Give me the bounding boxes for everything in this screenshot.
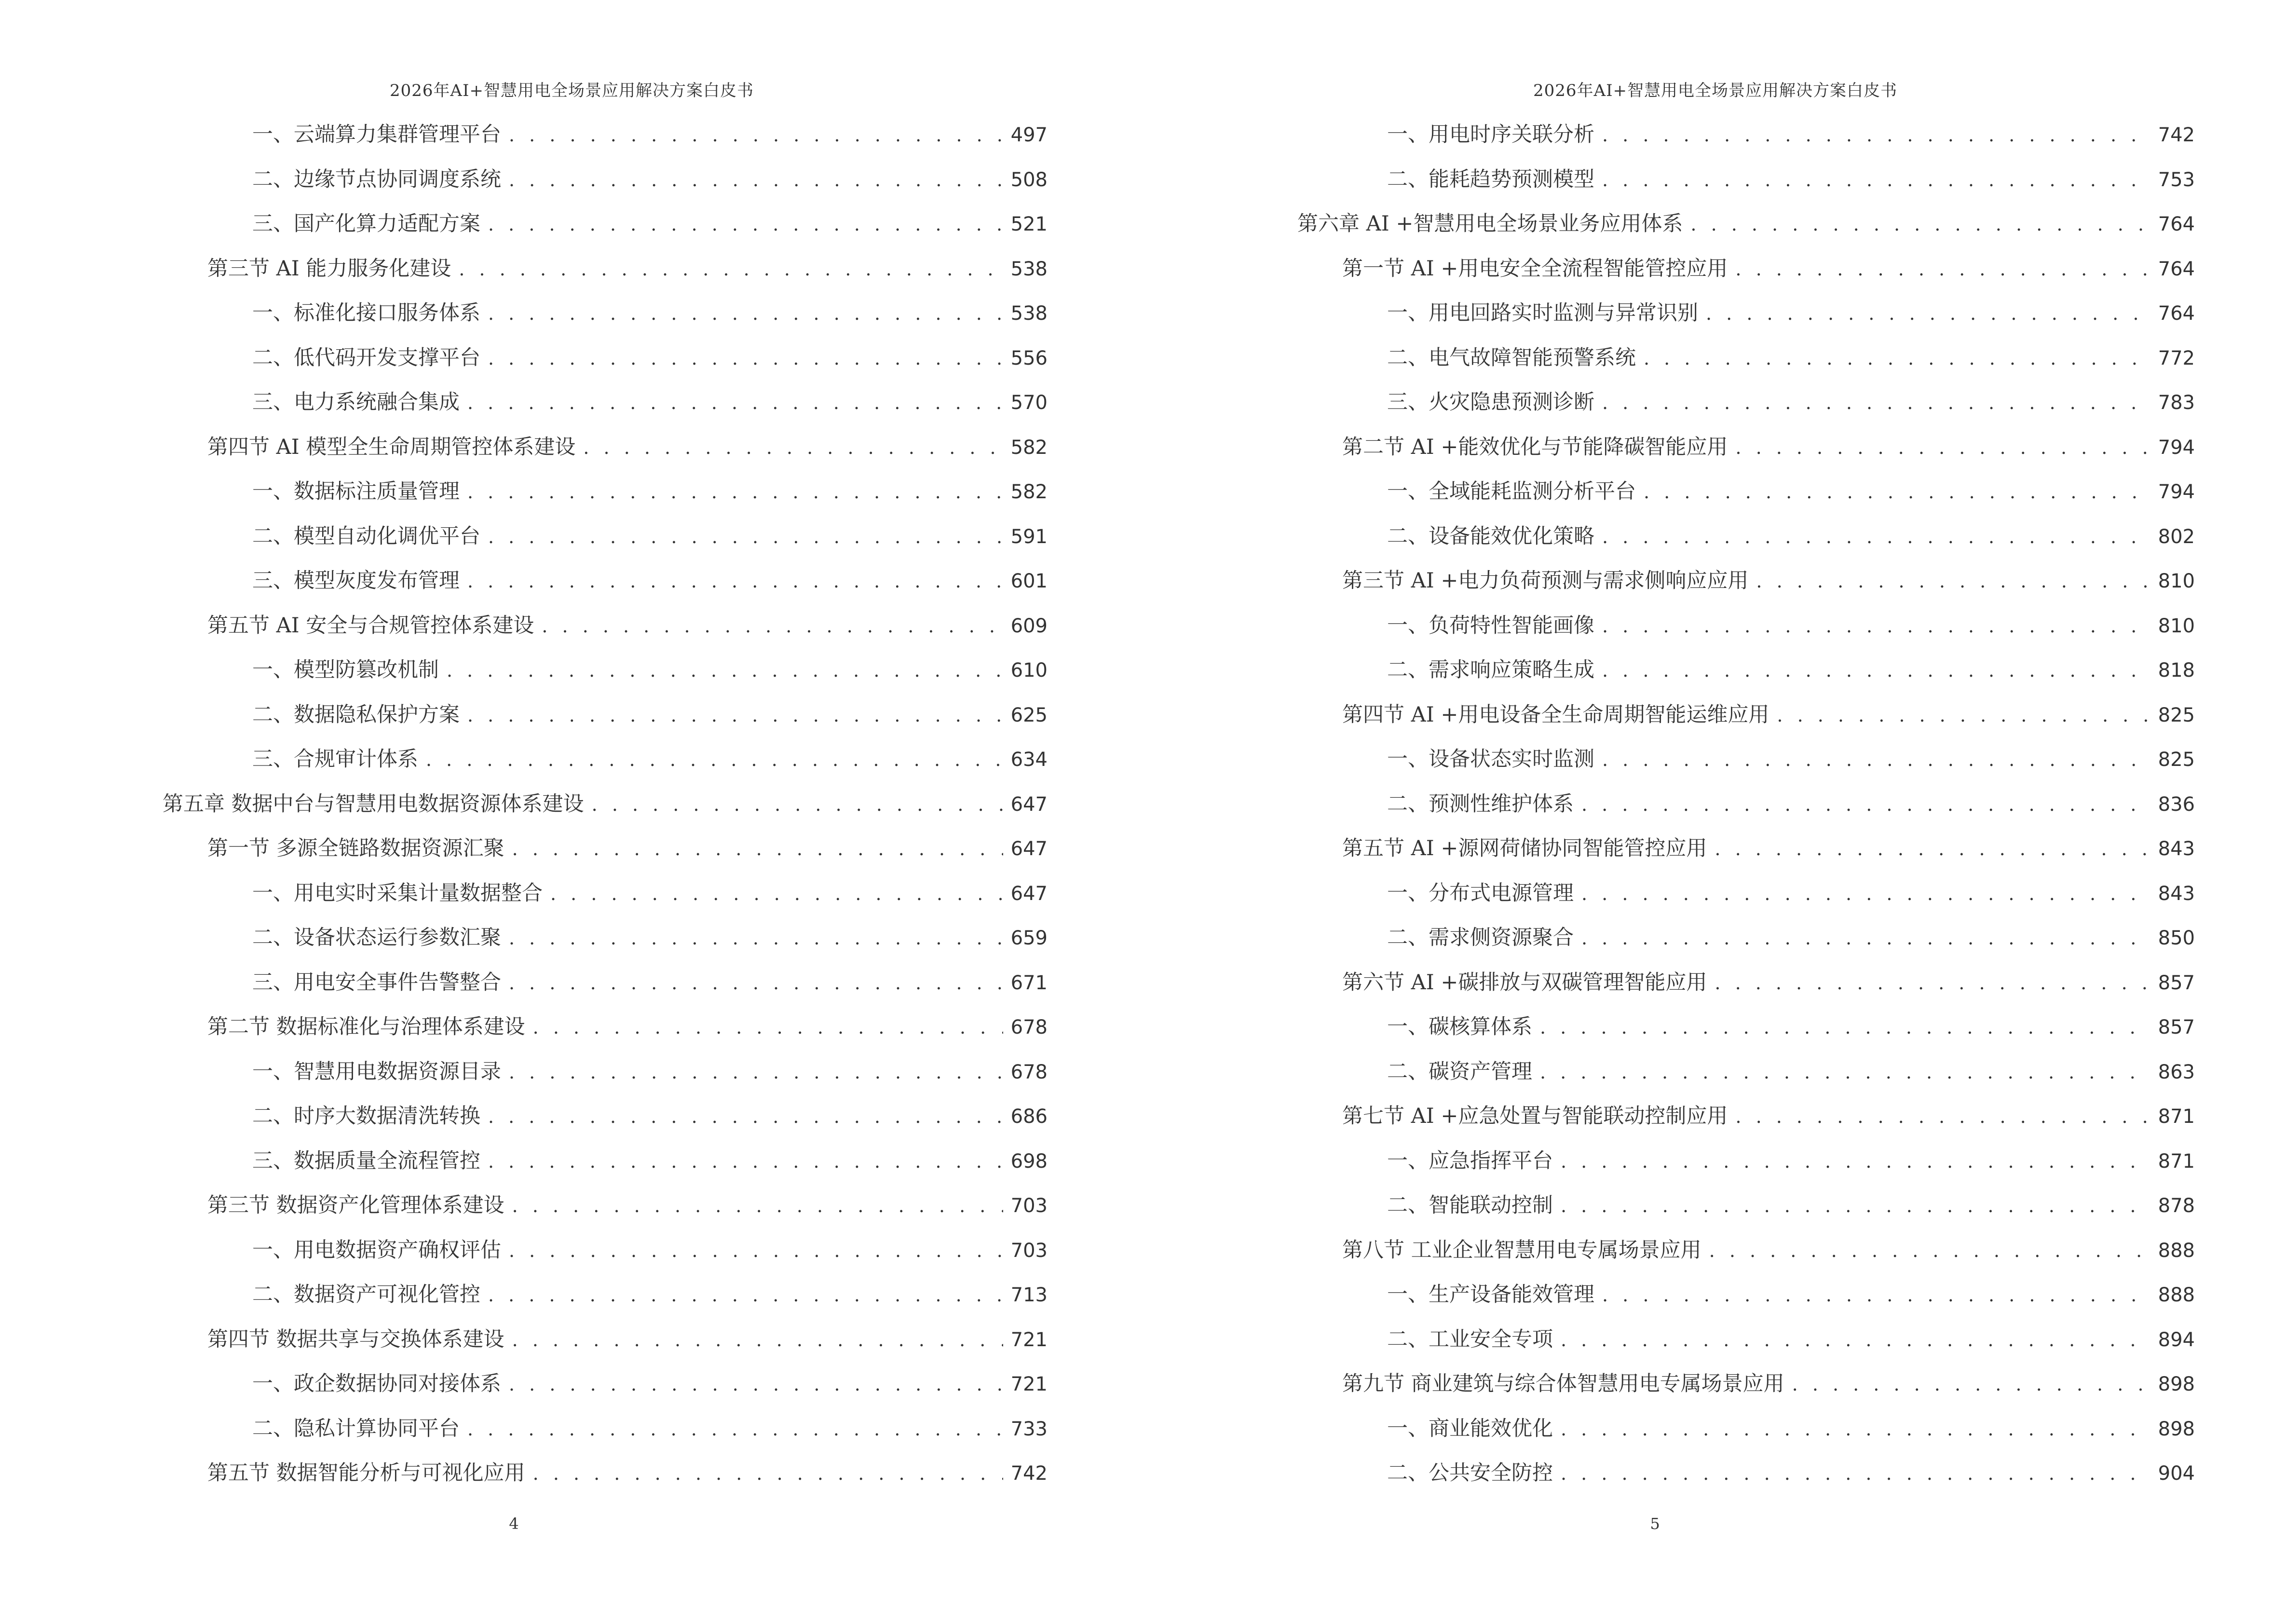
- toc-dot-leader: [1735, 425, 2150, 470]
- toc-dot-leader: [1561, 1451, 2151, 1496]
- toc-dot-leader: [1602, 604, 2151, 649]
- toc-entry-page: 810: [2158, 614, 2195, 637]
- toc-entry-title: 一、智慧用电数据资源目录: [252, 1059, 501, 1084]
- toc-dot-leader: [1540, 1050, 2151, 1095]
- toc-entry-title: 二、设备能效优化策略: [1387, 524, 1594, 548]
- toc-subsection-entry[interactable]: [1297, 782, 2195, 827]
- toc-entry-title: 第五节 数据智能分析与可视化应用: [207, 1461, 525, 1485]
- toc-subsection-entry[interactable]: [1297, 112, 2195, 157]
- toc-chapter-entry[interactable]: [1297, 202, 2195, 246]
- toc-subsection-entry[interactable]: [1297, 336, 2195, 381]
- toc-dot-leader: [1602, 648, 2151, 693]
- toc-entry-title: 第四节 数据共享与交换体系建设: [207, 1327, 504, 1351]
- toc-entry-page: 894: [2158, 1328, 2195, 1351]
- toc-dot-leader: [1715, 961, 2150, 1006]
- toc-list: [163, 112, 1048, 1496]
- toc-entry-page: 857: [2158, 1016, 2195, 1038]
- toc-entry-title: 第四节 AI +用电设备全生命周期智能运维应用: [1342, 702, 1770, 727]
- toc-entry-title: 第一节 多源全链路数据资源汇聚: [207, 836, 504, 860]
- toc-entry-title: 三、用电安全事件告警整合: [252, 970, 501, 995]
- toc-entry-page: 871: [2158, 1150, 2195, 1173]
- toc-section-entry[interactable]: [1297, 960, 2195, 1005]
- toc-entry-page: 647: [1010, 882, 1048, 905]
- toc-section-entry[interactable]: [163, 1005, 1048, 1050]
- toc-dot-leader: [1581, 916, 2151, 961]
- toc-dot-leader: [1735, 1094, 2150, 1139]
- toc-entry-page: 850: [2158, 927, 2195, 949]
- toc-subsection-entry[interactable]: [1297, 603, 2195, 648]
- toc-entry-page: 659: [1010, 927, 1048, 949]
- toc-subsection-entry[interactable]: [163, 380, 1048, 425]
- toc-subsection-entry[interactable]: [163, 737, 1048, 782]
- toc-entry-page: 698: [1010, 1150, 1048, 1173]
- toc-subsection-entry[interactable]: [163, 1228, 1048, 1273]
- toc-entry-title: 一、模型防篡改机制: [252, 658, 439, 682]
- toc-dot-leader: [512, 1184, 1003, 1228]
- toc-dot-leader: [488, 1273, 1003, 1318]
- toc-entry-page: 721: [1010, 1373, 1048, 1395]
- toc-entry-title: 二、碳资产管理: [1387, 1059, 1532, 1084]
- toc-dot-leader: [488, 1094, 1003, 1139]
- toc-section-entry[interactable]: [163, 826, 1048, 871]
- toc-dot-leader: [467, 381, 1003, 425]
- toc-section-entry[interactable]: [163, 1183, 1048, 1228]
- toc-dot-leader: [1690, 202, 2150, 247]
- toc-entry-page: 610: [1010, 659, 1048, 682]
- toc-entry-title: 一、分布式电源管理: [1387, 881, 1574, 905]
- toc-list: [1297, 112, 2195, 1496]
- toc-dot-leader: [459, 247, 1003, 292]
- toc-dot-leader: [467, 1407, 1003, 1452]
- toc-section-entry[interactable]: [1297, 246, 2195, 291]
- toc-entry-page: 898: [2158, 1373, 2195, 1395]
- toc-entry-title: 二、隐私计算协同平台: [252, 1416, 460, 1441]
- toc-entry-title: 一、用电数据资产确权评估: [252, 1238, 501, 1262]
- toc-entry-page: 836: [2158, 793, 2195, 816]
- toc-dot-leader: [1756, 559, 2150, 604]
- toc-dot-leader: [509, 113, 1003, 158]
- toc-entry-title: 三、模型灰度发布管理: [252, 569, 460, 593]
- toc-entry-title: 第八节 工业企业智慧用电专属场景应用: [1342, 1238, 1702, 1262]
- toc-entry-page: 671: [1010, 971, 1048, 994]
- toc-dot-leader: [488, 515, 1003, 560]
- toc-dot-leader: [1581, 782, 2151, 827]
- toc-subsection-entry[interactable]: [163, 514, 1048, 559]
- toc-entry-title: 三、电力系统融合集成: [252, 390, 460, 414]
- toc-subsection-entry[interactable]: [1297, 1317, 2195, 1362]
- toc-entry-title: 第二节 AI +能效优化与节能降碳智能应用: [1342, 435, 1728, 459]
- toc-entry-title: 第一节 AI +用电安全全流程智能管控应用: [1342, 256, 1728, 281]
- toc-entry-page: 794: [2158, 481, 2195, 503]
- toc-subsection-entry[interactable]: [163, 157, 1048, 202]
- toc-entry-page: 802: [2158, 525, 2195, 548]
- toc-entry-title: 第三节 数据资产化管理体系建设: [207, 1193, 504, 1217]
- toc-entry-title: 第四节 AI 模型全生命周期管控体系建设: [207, 435, 576, 459]
- toc-entry-title: 一、设备状态实时监测: [1387, 747, 1594, 771]
- toc-dot-leader: [1715, 827, 2150, 872]
- toc-dot-leader: [1602, 737, 2151, 782]
- toc-section-entry[interactable]: [1297, 826, 2195, 871]
- toc-dot-leader: [1602, 158, 2151, 203]
- toc-entry-page: 783: [2158, 392, 2195, 414]
- toc-dot-leader: [592, 782, 1003, 827]
- toc-subsection-entry[interactable]: [163, 1094, 1048, 1139]
- toc-subsection-entry[interactable]: [1297, 915, 2195, 960]
- toc-entry-page: 521: [1010, 213, 1048, 235]
- toc-entry-title: 二、设备状态运行参数汇聚: [252, 926, 501, 950]
- toc-dot-leader: [1602, 113, 2151, 158]
- toc-subsection-entry[interactable]: [163, 1406, 1048, 1451]
- toc-entry-title: 一、数据标注质量管理: [252, 479, 460, 504]
- toc-entry-title: 二、公共安全防控: [1387, 1461, 1553, 1485]
- toc-section-entry[interactable]: [163, 1317, 1048, 1362]
- page-number: 4: [509, 1515, 519, 1533]
- toc-entry-page: 538: [1010, 302, 1048, 325]
- toc-entry-title: 第六章 AI +智慧用电全场景业务应用体系: [1297, 212, 1683, 236]
- toc-dot-leader: [512, 1318, 1003, 1363]
- toc-subsection-entry[interactable]: [1297, 1005, 2195, 1050]
- toc-entry-title: 三、数据质量全流程管控: [252, 1148, 480, 1173]
- toc-entry-title: 第五章 数据中台与智慧用电数据资源体系建设: [163, 792, 584, 816]
- toc-section-entry[interactable]: [163, 603, 1048, 648]
- toc-entry-title: 三、合规审计体系: [252, 747, 418, 771]
- toc-dot-leader: [1792, 1362, 2151, 1407]
- toc-section-entry[interactable]: [163, 1451, 1048, 1496]
- toc-dot-leader: [512, 827, 1003, 872]
- toc-subsection-entry[interactable]: [163, 871, 1048, 916]
- toc-entry-page: 538: [1010, 258, 1048, 280]
- toc-entry-title: 三、国产化算力适配方案: [252, 212, 480, 236]
- toc-dot-leader: [583, 425, 1003, 470]
- toc-dot-leader: [509, 916, 1003, 961]
- toc-entry-page: 497: [1010, 124, 1048, 146]
- toc-dot-leader: [1706, 291, 2151, 336]
- toc-subsection-entry[interactable]: [1297, 291, 2195, 336]
- toc-subsection-entry[interactable]: [163, 1139, 1048, 1184]
- toc-entry-title: 一、应急指挥平台: [1387, 1148, 1553, 1173]
- toc-entry-page: 582: [1010, 481, 1048, 503]
- toc-subsection-entry[interactable]: [1297, 469, 2195, 514]
- toc-section-entry[interactable]: [163, 425, 1048, 470]
- toc-dot-leader: [1777, 693, 2150, 738]
- toc-entry-page: 647: [1010, 793, 1048, 816]
- toc-subsection-entry[interactable]: [163, 693, 1048, 737]
- toc-dot-leader: [467, 470, 1003, 515]
- toc-dot-leader: [533, 1451, 1003, 1496]
- toc-section-entry[interactable]: [163, 246, 1048, 291]
- toc-subsection-entry[interactable]: [1297, 737, 2195, 782]
- toc-dot-leader: [509, 1228, 1003, 1273]
- toc-entry-page: 686: [1010, 1105, 1048, 1128]
- toc-subsection-entry[interactable]: [1297, 1139, 2195, 1184]
- toc-entry-page: 764: [2158, 258, 2195, 280]
- toc-entry-page: 570: [1010, 392, 1048, 414]
- toc-entry-page: 742: [2158, 124, 2195, 146]
- toc-entry-page: 863: [2158, 1061, 2195, 1083]
- toc-entry-title: 二、数据隐私保护方案: [252, 702, 460, 727]
- toc-subsection-entry[interactable]: [1297, 157, 2195, 202]
- toc-entry-title: 二、需求响应策略生成: [1387, 658, 1594, 682]
- toc-dot-leader: [1561, 1139, 2151, 1184]
- toc-entry-title: 第五节 AI +源网荷储协同智能管控应用: [1342, 836, 1707, 860]
- toc-entry-title: 第七节 AI +应急处置与智能联动控制应用: [1342, 1104, 1728, 1128]
- toc-entry-title: 第三节 AI +电力负荷预测与需求侧响应应用: [1342, 569, 1749, 593]
- toc-dot-leader: [550, 872, 1003, 916]
- toc-subsection-entry[interactable]: [163, 469, 1048, 514]
- toc-dot-leader: [1709, 1228, 2151, 1273]
- toc-subsection-entry[interactable]: [163, 1362, 1048, 1406]
- toc-entry-page: 609: [1010, 614, 1048, 637]
- toc-entry-page: 871: [2158, 1105, 2195, 1128]
- toc-subsection-entry[interactable]: [1297, 871, 2195, 916]
- running-header: 2026年AI+智慧用电全场景应用解决方案白皮书: [1533, 81, 1897, 100]
- toc-subsection-entry[interactable]: [1297, 1451, 2195, 1496]
- page-number: 5: [1650, 1515, 1660, 1533]
- toc-dot-leader: [1735, 247, 2150, 292]
- toc-section-entry[interactable]: [1297, 1362, 2195, 1406]
- toc-entry-page: 601: [1010, 570, 1048, 592]
- toc-entry-title: 一、全域能耗监测分析平台: [1387, 479, 1636, 504]
- toc-entry-title: 一、标准化接口服务体系: [252, 301, 480, 325]
- toc-subsection-entry[interactable]: [1297, 1183, 2195, 1228]
- toc-entry-page: 825: [2158, 704, 2195, 726]
- toc-entry-title: 第六节 AI +碳排放与双碳管理智能应用: [1342, 970, 1707, 995]
- toc-entry-title: 一、负荷特性智能画像: [1387, 613, 1594, 638]
- toc-dot-leader: [426, 737, 1003, 782]
- toc-entry-title: 二、工业安全专项: [1387, 1327, 1553, 1351]
- toc-entry-page: 898: [2158, 1418, 2195, 1440]
- toc-entry-title: 二、智能联动控制: [1387, 1193, 1553, 1217]
- toc-entry-title: 第二节 数据标准化与治理体系建设: [207, 1015, 525, 1039]
- toc-subsection-entry[interactable]: [1297, 514, 2195, 559]
- toc-entry-page: 810: [2158, 570, 2195, 592]
- toc-subsection-entry[interactable]: [1297, 380, 2195, 425]
- toc-entry-title: 二、电气故障智能预警系统: [1387, 345, 1636, 370]
- toc-entry-page: 772: [2158, 347, 2195, 369]
- toc-subsection-entry[interactable]: [163, 202, 1048, 246]
- toc-dot-leader: [1644, 336, 2151, 381]
- toc-section-entry[interactable]: [1297, 559, 2195, 603]
- toc-entry-page: 742: [1010, 1462, 1048, 1485]
- toc-entry-title: 一、用电实时采集计量数据整合: [252, 881, 543, 905]
- toc-dot-leader: [1561, 1184, 2151, 1228]
- toc-dot-leader: [467, 693, 1003, 738]
- toc-dot-leader: [447, 648, 1003, 693]
- toc-entry-page: 888: [2158, 1284, 2195, 1306]
- toc-entry-page: 678: [1010, 1016, 1048, 1038]
- toc-entry-page: 857: [2158, 971, 2195, 994]
- toc-entry-page: 678: [1010, 1061, 1048, 1083]
- toc-subsection-entry[interactable]: [1297, 1406, 2195, 1451]
- toc-page-right: [1144, 0, 2287, 1624]
- toc-subsection-entry[interactable]: [163, 1050, 1048, 1094]
- toc-entry-page: 703: [1010, 1239, 1048, 1262]
- toc-entry-page: 825: [2158, 749, 2195, 771]
- toc-entry-title: 一、用电时序关联分析: [1387, 123, 1594, 147]
- toc-entry-page: 591: [1010, 525, 1048, 548]
- toc-subsection-entry[interactable]: [163, 559, 1048, 603]
- toc-entry-page: 904: [2158, 1462, 2195, 1485]
- toc-dot-leader: [1644, 470, 2151, 515]
- toc-entry-title: 第五节 AI 安全与合规管控体系建设: [207, 613, 534, 638]
- toc-entry-page: 878: [2158, 1195, 2195, 1217]
- toc-dot-leader: [1581, 872, 2151, 916]
- toc-entry-page: 794: [2158, 436, 2195, 459]
- toc-subsection-entry[interactable]: [163, 1272, 1048, 1317]
- toc-entry-title: 三、火灾隐患预测诊断: [1387, 390, 1594, 414]
- toc-entry-title: 二、需求侧资源聚合: [1387, 926, 1574, 950]
- toc-subsection-entry[interactable]: [1297, 1050, 2195, 1094]
- toc-entry-title: 二、预测性维护体系: [1387, 792, 1574, 816]
- toc-entry-page: 733: [1010, 1418, 1048, 1440]
- toc-entry-page: 721: [1010, 1328, 1048, 1351]
- toc-section-entry[interactable]: [1297, 1228, 2195, 1273]
- toc-entry-page: 713: [1010, 1284, 1048, 1306]
- toc-dot-leader: [1602, 381, 2151, 425]
- toc-entry-title: 一、云端算力集群管理平台: [252, 123, 501, 147]
- toc-entry-page: 753: [2158, 168, 2195, 191]
- toc-entry-page: 647: [1010, 838, 1048, 860]
- toc-entry-page: 843: [2158, 838, 2195, 860]
- toc-entry-page: 764: [2158, 302, 2195, 325]
- toc-subsection-entry[interactable]: [163, 336, 1048, 381]
- running-header: 2026年AI+智慧用电全场景应用解决方案白皮书: [390, 81, 754, 100]
- toc-entry-title: 一、商业能效优化: [1387, 1416, 1553, 1441]
- toc-entry-page: 556: [1010, 347, 1048, 369]
- toc-dot-leader: [488, 1139, 1003, 1184]
- toc-section-entry[interactable]: [1297, 425, 2195, 470]
- toc-section-entry[interactable]: [1297, 693, 2195, 737]
- toc-entry-title: 二、模型自动化调优平台: [252, 524, 480, 548]
- toc-entry-page: 703: [1010, 1195, 1048, 1217]
- toc-subsection-entry[interactable]: [163, 648, 1048, 693]
- toc-entry-page: 625: [1010, 704, 1048, 726]
- toc-subsection-entry[interactable]: [1297, 1272, 2195, 1317]
- toc-subsection-entry[interactable]: [163, 112, 1048, 157]
- toc-entry-title: 一、用电回路实时监测与异常识别: [1387, 301, 1698, 325]
- toc-subsection-entry[interactable]: [163, 915, 1048, 960]
- toc-entry-title: 二、低代码开发支撑平台: [252, 345, 480, 370]
- toc-entry-title: 第九节 商业建筑与综合体智慧用电专属场景应用: [1342, 1372, 1784, 1396]
- toc-dot-leader: [509, 158, 1003, 203]
- toc-entry-page: 843: [2158, 882, 2195, 905]
- toc-entry-title: 一、生产设备能效管理: [1387, 1283, 1594, 1307]
- toc-entry-page: 888: [2158, 1239, 2195, 1262]
- toc-entry-title: 一、碳核算体系: [1387, 1015, 1532, 1039]
- toc-dot-leader: [509, 1362, 1003, 1407]
- toc-dot-leader: [1602, 515, 2151, 560]
- toc-entry-page: 634: [1010, 749, 1048, 771]
- toc-subsection-entry[interactable]: [1297, 648, 2195, 693]
- toc-entry-page: 508: [1010, 168, 1048, 191]
- toc-entry-title: 一、政企数据协同对接体系: [252, 1372, 501, 1396]
- toc-dot-leader: [467, 559, 1003, 604]
- toc-dot-leader: [509, 961, 1003, 1006]
- toc-entry-title: 二、边缘节点协同调度系统: [252, 167, 501, 191]
- toc-entry-title: 二、数据资产可视化管控: [252, 1283, 480, 1307]
- toc-entry-title: 第三节 AI 能力服务化建设: [207, 256, 451, 281]
- toc-dot-leader: [1561, 1407, 2151, 1452]
- toc-dot-leader: [1602, 1273, 2151, 1318]
- toc-dot-leader: [488, 202, 1003, 247]
- toc-entry-page: 818: [2158, 659, 2195, 682]
- toc-dot-leader: [509, 1050, 1003, 1095]
- toc-subsection-entry[interactable]: [163, 291, 1048, 336]
- toc-chapter-entry[interactable]: [163, 782, 1048, 827]
- toc-dot-leader: [1540, 1005, 2151, 1050]
- toc-section-entry[interactable]: [1297, 1094, 2195, 1139]
- toc-dot-leader: [1561, 1318, 2151, 1363]
- toc-dot-leader: [488, 291, 1003, 336]
- toc-entry-title: 二、能耗趋势预测模型: [1387, 167, 1594, 191]
- toc-subsection-entry[interactable]: [163, 960, 1048, 1005]
- toc-entry-page: 764: [2158, 213, 2195, 235]
- toc-entry-title: 二、时序大数据清洗转换: [252, 1104, 480, 1128]
- toc-entry-page: 582: [1010, 436, 1048, 459]
- toc-dot-leader: [488, 336, 1003, 381]
- toc-dot-leader: [542, 604, 1003, 649]
- toc-dot-leader: [533, 1005, 1003, 1050]
